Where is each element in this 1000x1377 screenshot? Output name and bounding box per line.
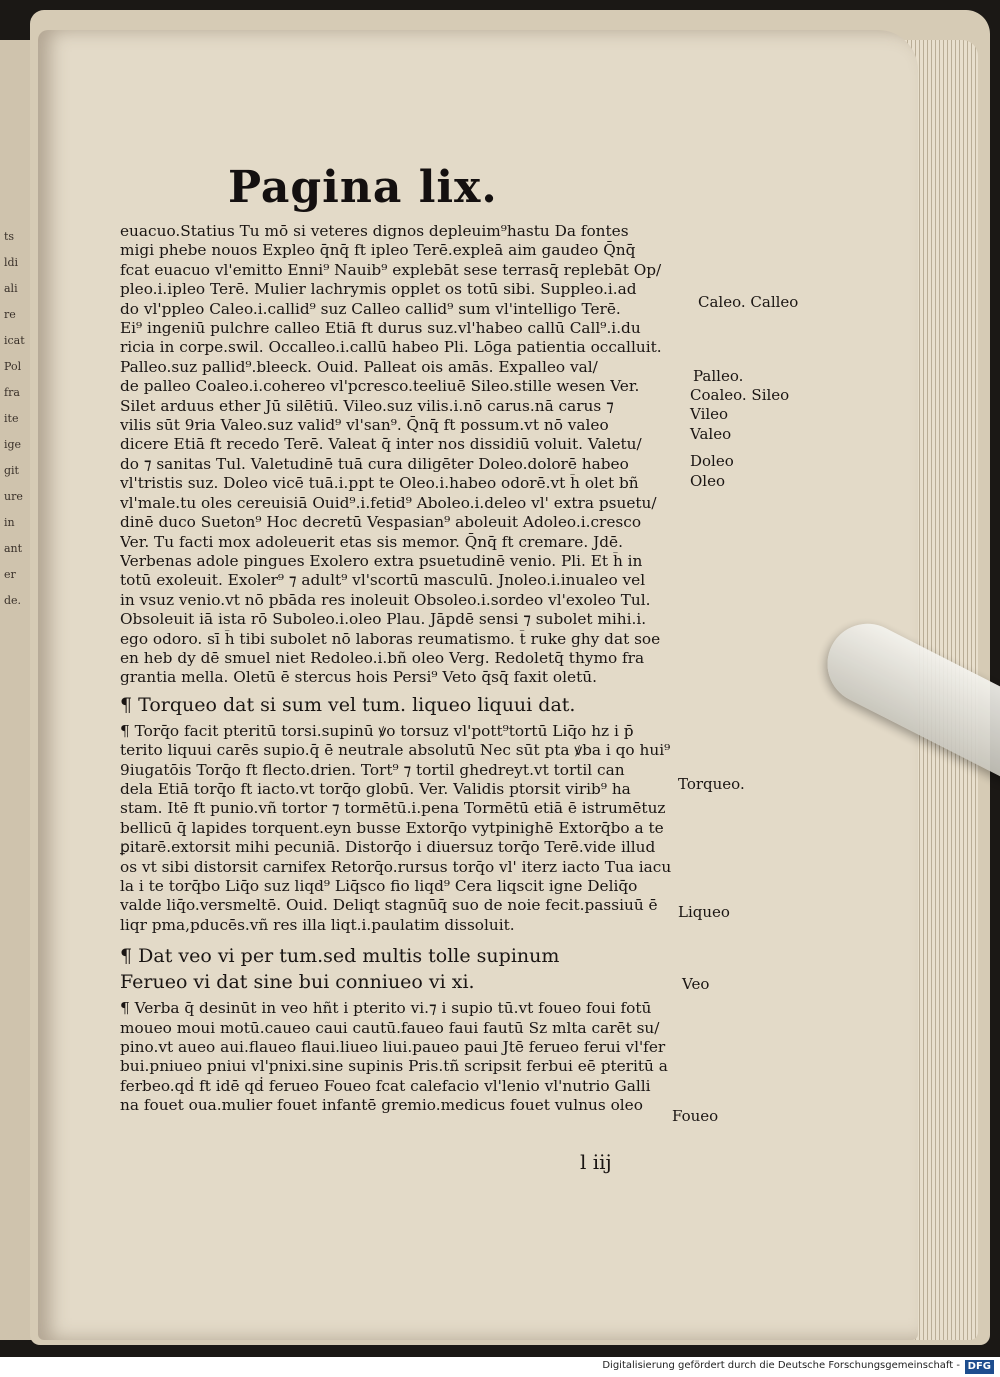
text-line: euacuo.Statius Tu mō si veteres dignos depleuim⁹hastu Da fontes (120, 222, 629, 240)
text-line: pleo.i.ipleo Terē. Mulier lachrymis opplet os totū sibi. Suppleo.i.ad (120, 280, 637, 299)
left-page-fragment: icat (4, 334, 25, 347)
main-text-column (120, 222, 680, 1116)
text-line: ¶ Verba q̄ desinūt in veo hñt i pterito vi.⁊ i supio tū.vt foueo foui fotū (120, 999, 652, 1018)
text-line: dinē duco Sueton⁹ Hoc decretū Vespasian⁹ aboleuit Adoleo.i.cresco (120, 513, 642, 532)
left-page-fragment: ts (4, 230, 15, 243)
left-page-fragment: ige (4, 438, 22, 451)
text-line: vilis sūt 9ria Valeo.suz valid⁹ vl'san⁹. Q̄nq̄ ft possum.vt nō valeo (120, 416, 609, 435)
text-line: do vl'ppleo Caleo.i.callid⁹ suz Calleo callid⁹ sum vl'intelligo Terē. (120, 299, 621, 318)
text-line: Ei⁹ ingeniū pulchre calleo Etiā ft durus suz.vl'habeo callū Call⁹.i.du (120, 319, 641, 338)
left-page-fragment: Pol (4, 360, 22, 373)
folio-number: l iij (580, 1150, 612, 1174)
text-line: liqr pma,pducēs.vñ res illa liqt.i.paulatim dissoluit. (120, 915, 515, 934)
text-line: Palleo.suz pallid⁹.bleeck. Ouid. Palleat ois amās. Expalleo val/ (120, 357, 598, 376)
text-line: dicere Etiā ft recedo Terē. Valeat q̄ inter nos dissidiū voluit. Valetu/ (120, 435, 642, 454)
left-page-fragment: re (4, 308, 16, 321)
text-line: de palleo Coaleo.i.cohereo vl'pcresco.teeliuē Sileo.stille wesen Ver. (120, 377, 640, 396)
margin-note-veo: Veo (682, 975, 710, 993)
left-page-fragment: ldi (4, 256, 19, 269)
text-line: pino.vt aueo aui.flaueo flaui.liueo liui.paueo paui Jtē ferueo ferui vl'fer (120, 1038, 666, 1057)
text-line: bellicū q̄ lapides torquent.eyn busse Extorq̄o vytpinighē Extorq̄bo a te (120, 818, 664, 837)
text-line: dela Etiā torq̄o ft iacto.vt torq̄o globū. Ver. Validis ptorsit virib⁹ ha (120, 779, 631, 798)
verse-veo-line2: Ferueo vi dat sine bui conniueo vi xi. (120, 971, 475, 994)
text-line: bui.pniueo pniui vl'pnixi.sine supinis Pris.tñ scripsit ferbui eē pteritū a (120, 1057, 668, 1076)
left-page-fragment: in (4, 516, 15, 529)
left-page-fragment: git (4, 464, 19, 477)
text-block-3 (120, 999, 680, 1115)
margin-note-torqueo: Torqueo. (678, 775, 745, 793)
text-block-2 (120, 722, 680, 935)
text-line: Silet arduus ether Jū silētiū. Vileo.suz vilis.i.nō carus.nā carus ⁊ (120, 396, 614, 415)
text-line: stam. Itē ft punio.vñ tortor ⁊ tormētū.i.pena Tormētū etiā ē istrumētuz (120, 799, 666, 818)
text-line: ꝑitarē.extorsit mihi pecuniā. Distorq̄o i diuersuz torq̄o Terē.vide illud (120, 838, 656, 857)
left-page-fragment: ite (4, 412, 19, 425)
text-line: terito liquui carēs supio.q̄ ē neutrale absolutū Nec sūt pta ꝟba i qo hui⁹ (120, 741, 671, 760)
margin-note-liqueo: Liqueo (678, 903, 730, 921)
text-line: Ver. Tu facti mox adoleuerit etas sis memor. Q̄nq̄ ft cremare. Jdē. (120, 532, 623, 551)
text-line: fcat euacuo vl'emitto Enni⁹ Nauib⁹ explebāt sese terrasq̄ replebāt Op/ (120, 260, 662, 279)
text-line: valde liq̄o.versmeltē. Ouid. Deliqt stagnūq̄ suo de noie fecit.passiuū ē (120, 896, 658, 915)
left-page-fragment: ure (4, 490, 23, 503)
footer-bar (0, 1357, 1000, 1377)
text-line: en heb dy dē smuel niet Redoleo.i.bñ oleo Verg. Redoletq̄ thymo fra (120, 648, 645, 667)
text-block-1 (120, 222, 680, 688)
text-line: grantia mella. Oletū ē stercus hois Persi⁹ Veto q̄sq̄ faxit oletū. (120, 668, 597, 687)
margin-note-vileo: Vileo (690, 405, 729, 423)
left-page-fragment: de. (4, 594, 22, 607)
text-line: ¶ Torq̄o facit pteritū torsi.supinū ꝟo torsuz vl'pott⁹tortū Liq̄o hz i p̄ (120, 721, 634, 740)
margin-note-coaleo: Coaleo. Sileo (690, 386, 790, 404)
footer-credit: Digitalisierung gefördert durch die Deutsche Forschungsgemeinschaft - (602, 1360, 960, 1371)
left-page-fragment: fra (4, 386, 20, 399)
left-page-fragment: ali (4, 282, 18, 295)
text-line: la i te torq̄bo Liq̄o suz liqd⁹ Liq̄sco fio liqd⁹ Cera liqscit igne Deliq̄o (120, 877, 638, 895)
dfg-logo: DFG (965, 1360, 994, 1374)
text-line: 9iugatōis Torq̄o ft flecto.drien. Tort⁹ ⁊ tortil ghedreyt.vt tortil can (120, 760, 625, 779)
left-page-fragment: ant (4, 542, 23, 555)
text-line: totū exoleuit. Exoler⁹ ⁊ adult⁹ vl'scortū masculū. Jnoleo.i.inualeo vel (120, 571, 646, 590)
margin-note-foueo: Foueo (672, 1107, 719, 1125)
page-heading: Pagina lix. (228, 162, 498, 213)
text-line: vl'tristis suz. Doleo vicē tuā.i.ppt te Oleo.i.habeo odorē.vt h̄ olet bñ (120, 474, 639, 493)
text-line: na fouet oua.mulier fouet infantē gremio.medicus fouet vulnus oleo (120, 1096, 643, 1115)
text-line: os vt sibi distorsit carnifex Retorq̄o.rursus torq̄o vl' iterz iacto Tua iacu (120, 857, 672, 876)
text-line: Verbenas adole pingues Exolero extra psuetudinē venio. Pli. Et h̄ in (120, 551, 643, 570)
margin-note-doleo: Doleo (690, 452, 734, 470)
text-line: ego odoro. sī h̄ tibi subolet nō laboras reumatismo. t̄ ruke ghy dat soe (120, 629, 661, 648)
margin-note-oleo: Oleo (690, 472, 726, 490)
text-line: in vsuz venio.vt nō pbāda res inoleuit Obsoleo.i.sordeo vl'exoleo Tul. (120, 590, 651, 609)
text-line: ferbeo.qḋ ft idē qḋ ferueo Foueo fcat calefacio vl'lenio vl'nutrio Galli (120, 1076, 651, 1095)
verse-veo-line1: ¶ Dat veo vi per tum.sed multis tolle supinum (120, 945, 560, 968)
text-line: moueo moui motū.caueo caui cautū.faueo faui fautū Sz mlta carēt su/ (120, 1018, 660, 1037)
margin-note-palleo: Palleo. (693, 367, 744, 385)
left-page-fragment: er (4, 568, 16, 581)
text-line: vl'male.tu oles cereuisiā Ouid⁹.i.fetid⁹ Aboleo.i.deleo vl' extra psuetu/ (120, 493, 657, 512)
margin-note-caleo: Caleo. Calleo (698, 293, 799, 311)
text-line: migi phebe nouos Expleo q̄nq̄ ft ipleo Terē.expleā aim gaudeo Q̄nq̄ (120, 241, 636, 260)
margin-note-valeo: Valeo (690, 425, 732, 443)
text-line: Obsoleuit iā ista rō Suboleo.i.oleo Plau. Jāpdē sensi ⁊ subolet mihi.i. (120, 610, 647, 629)
text-line: do ⁊ sanitas Tul. Valetudinē tuā cura diligēter Doleo.dolorē habeo (120, 454, 629, 473)
text-line: ricia in corpe.swil. Occalleo.i.callū habeo Pli. Lōga patientia occalluit. (120, 338, 662, 357)
verse-torqueo: ¶ Torqueo dat si sum vel tum. liqueo liquui dat. (120, 693, 576, 716)
